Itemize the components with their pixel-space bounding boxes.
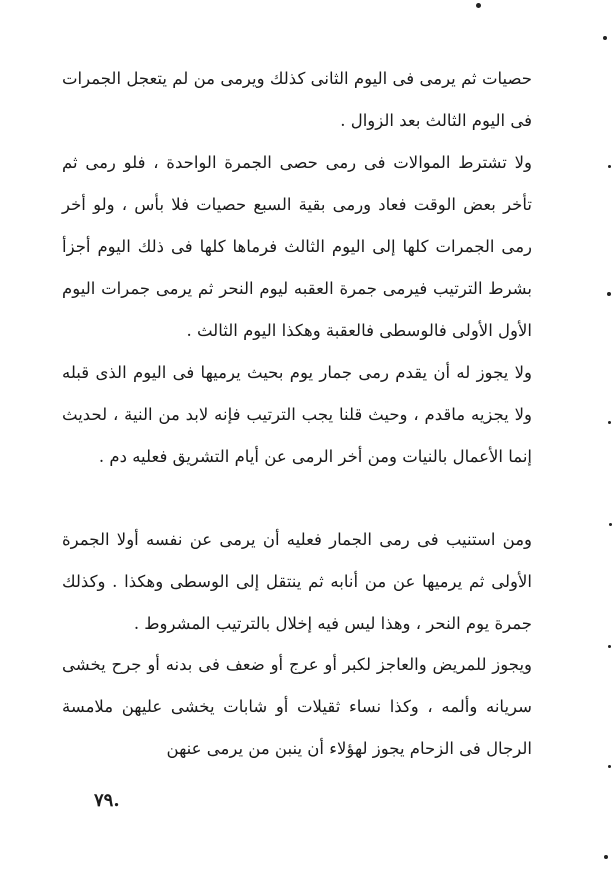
scan-speck (609, 523, 612, 526)
paragraph-2: ولا تشترط الموالات فى رمى حصى الجمرة الواحدة ، فلو رمى ثم تأخر بعض الوقت فعاد ورمى بقية السبع حصيات فلا بأس ، ولو أخر رمى الجمرات كلها إلى اليوم الثالث فرماها كلها فى ذلك اليوم أجزأ بشرط الترتيب فيرمى جمرة العقبه ليوم النحر ثم يرمى جمرات اليوم الأول الأولى فالوسطى فالعقبة وهكذا اليوم الثالث . (62, 153, 532, 340)
paragraph-3: ولا يجوز له أن يقدم رمى جمار يوم بحيث يرميها فى اليوم الذى قبله ولا يجزيه ماقدم ، وحيث قلنا يجب الترتيب فإنه لابد من النية ، لحديث إنما الأعمال بالنيات ومن أخر الرمى عن أيام التشريق فعليه دم . (62, 363, 532, 466)
scan-speck (608, 765, 611, 768)
scan-speck (607, 292, 611, 296)
paragraph-5: ويجوز للمريض والعاجز لكبر أو عرج أو ضعف فى بدنه أو جرح يخشى سريانه وألمه ، وكذا نساء ثقيلات أو شابات يخشى عليهن ملامسة الرجال فى الزحام يجوز لهؤلاء أن ينبن من يرمى عنهن (62, 655, 532, 758)
scan-speck (476, 3, 481, 8)
paragraph-4: ومن استنيب فى رمى الجمار فعليه أن يرمى عن نفسه أولا الجمرة الأولى ثم يرميها عن من أنابه ثم ينتقل إلى الوسطى وهكذا . وكذلك جمرة يوم النحر ، وهذا ليس فيه إخلال بالترتيب المشروط . (62, 530, 532, 633)
scan-speck (608, 421, 611, 424)
scan-speck (608, 165, 611, 168)
page-number: ٧٩. (94, 790, 120, 811)
scan-speck (603, 36, 607, 40)
scan-speck (608, 645, 611, 648)
scan-speck (604, 855, 608, 859)
paragraph-1: حصيات ثم يرمى فى اليوم الثانى كذلك ويرمى من لم يتعجل الجمرات فى اليوم الثالث بعد الزوال . (62, 69, 532, 130)
